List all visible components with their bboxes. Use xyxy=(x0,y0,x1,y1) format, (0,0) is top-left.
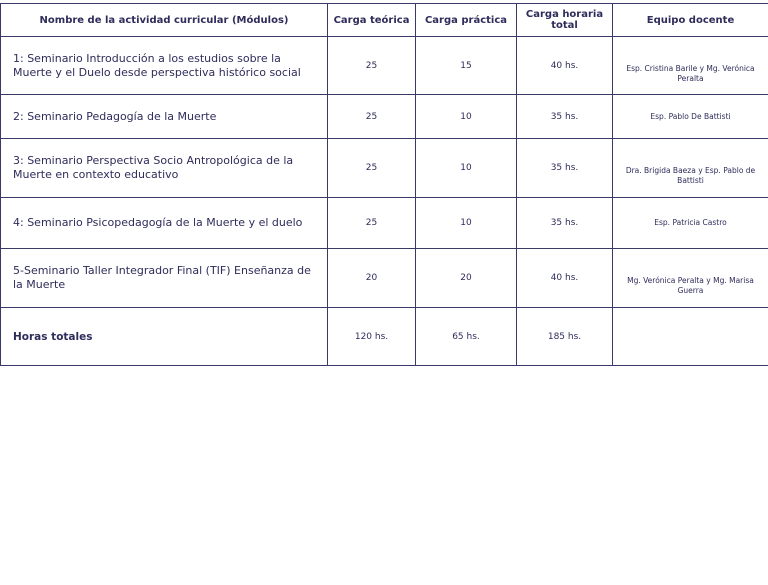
carga-practica: 10 xyxy=(416,198,517,249)
module-name: 3: Seminario Perspectiva Socio Antropológica de la Muerte en contexto educativo xyxy=(1,139,328,198)
module-name: 4: Seminario Psicopedagogía de la Muerte y el duelo xyxy=(1,198,328,249)
carga-practica: 10 xyxy=(416,95,517,139)
curriculum-table xyxy=(0,3,768,366)
totals-label: Horas totales xyxy=(1,308,328,366)
total-horaria: 185 hs. xyxy=(517,308,613,366)
table-body xyxy=(1,37,768,366)
header-name: Nombre de la actividad curricular (Módulos) xyxy=(1,4,328,37)
total-docentes xyxy=(613,308,768,366)
equipo-docente: Mg. Verónica Peralta y Mg. Marisa Guerra xyxy=(613,249,768,308)
carga-teorica: 25 xyxy=(328,95,416,139)
module-name: 5-Seminario Taller Integrador Final (TIF) Enseñanza de la Muerte xyxy=(1,249,328,308)
table-row xyxy=(1,37,768,95)
carga-practica: 20 xyxy=(416,249,517,308)
carga-teorica: 25 xyxy=(328,37,416,95)
header-row xyxy=(1,4,768,37)
carga-total: 35 hs. xyxy=(517,198,613,249)
table-row xyxy=(1,139,768,198)
carga-teorica: 25 xyxy=(328,139,416,198)
carga-practica: 10 xyxy=(416,139,517,198)
header-practica: Carga práctica xyxy=(416,4,517,37)
table-row xyxy=(1,249,768,308)
total-teorica: 120 hs. xyxy=(328,308,416,366)
module-name: 1: Seminario Introducción a los estudios sobre la Muerte y el Duelo desde perspectiva histórico social xyxy=(1,37,328,95)
table-row xyxy=(1,198,768,249)
header-total: Carga horaria total xyxy=(517,4,613,37)
table-header xyxy=(1,4,768,37)
equipo-docente: Esp. Patricia Castro xyxy=(613,198,768,249)
carga-total: 35 hs. xyxy=(517,139,613,198)
header-docentes: Equipo docente xyxy=(613,4,768,37)
equipo-docente: Esp. Pablo De Battisti xyxy=(613,95,768,139)
totals-row xyxy=(1,308,768,366)
carga-teorica: 20 xyxy=(328,249,416,308)
carga-total: 35 hs. xyxy=(517,95,613,139)
header-teorica: Carga teórica xyxy=(328,4,416,37)
carga-total: 40 hs. xyxy=(517,37,613,95)
carga-practica: 15 xyxy=(416,37,517,95)
module-name: 2: Seminario Pedagogía de la Muerte xyxy=(1,95,328,139)
table-row xyxy=(1,95,768,139)
carga-total: 40 hs. xyxy=(517,249,613,308)
equipo-docente: Dra. Brigida Baeza y Esp. Pablo de Battisti xyxy=(613,139,768,198)
equipo-docente: Esp. Cristina Barile y Mg. Verónica Peralta xyxy=(613,37,768,95)
total-practica: 65 hs. xyxy=(416,308,517,366)
carga-teorica: 25 xyxy=(328,198,416,249)
